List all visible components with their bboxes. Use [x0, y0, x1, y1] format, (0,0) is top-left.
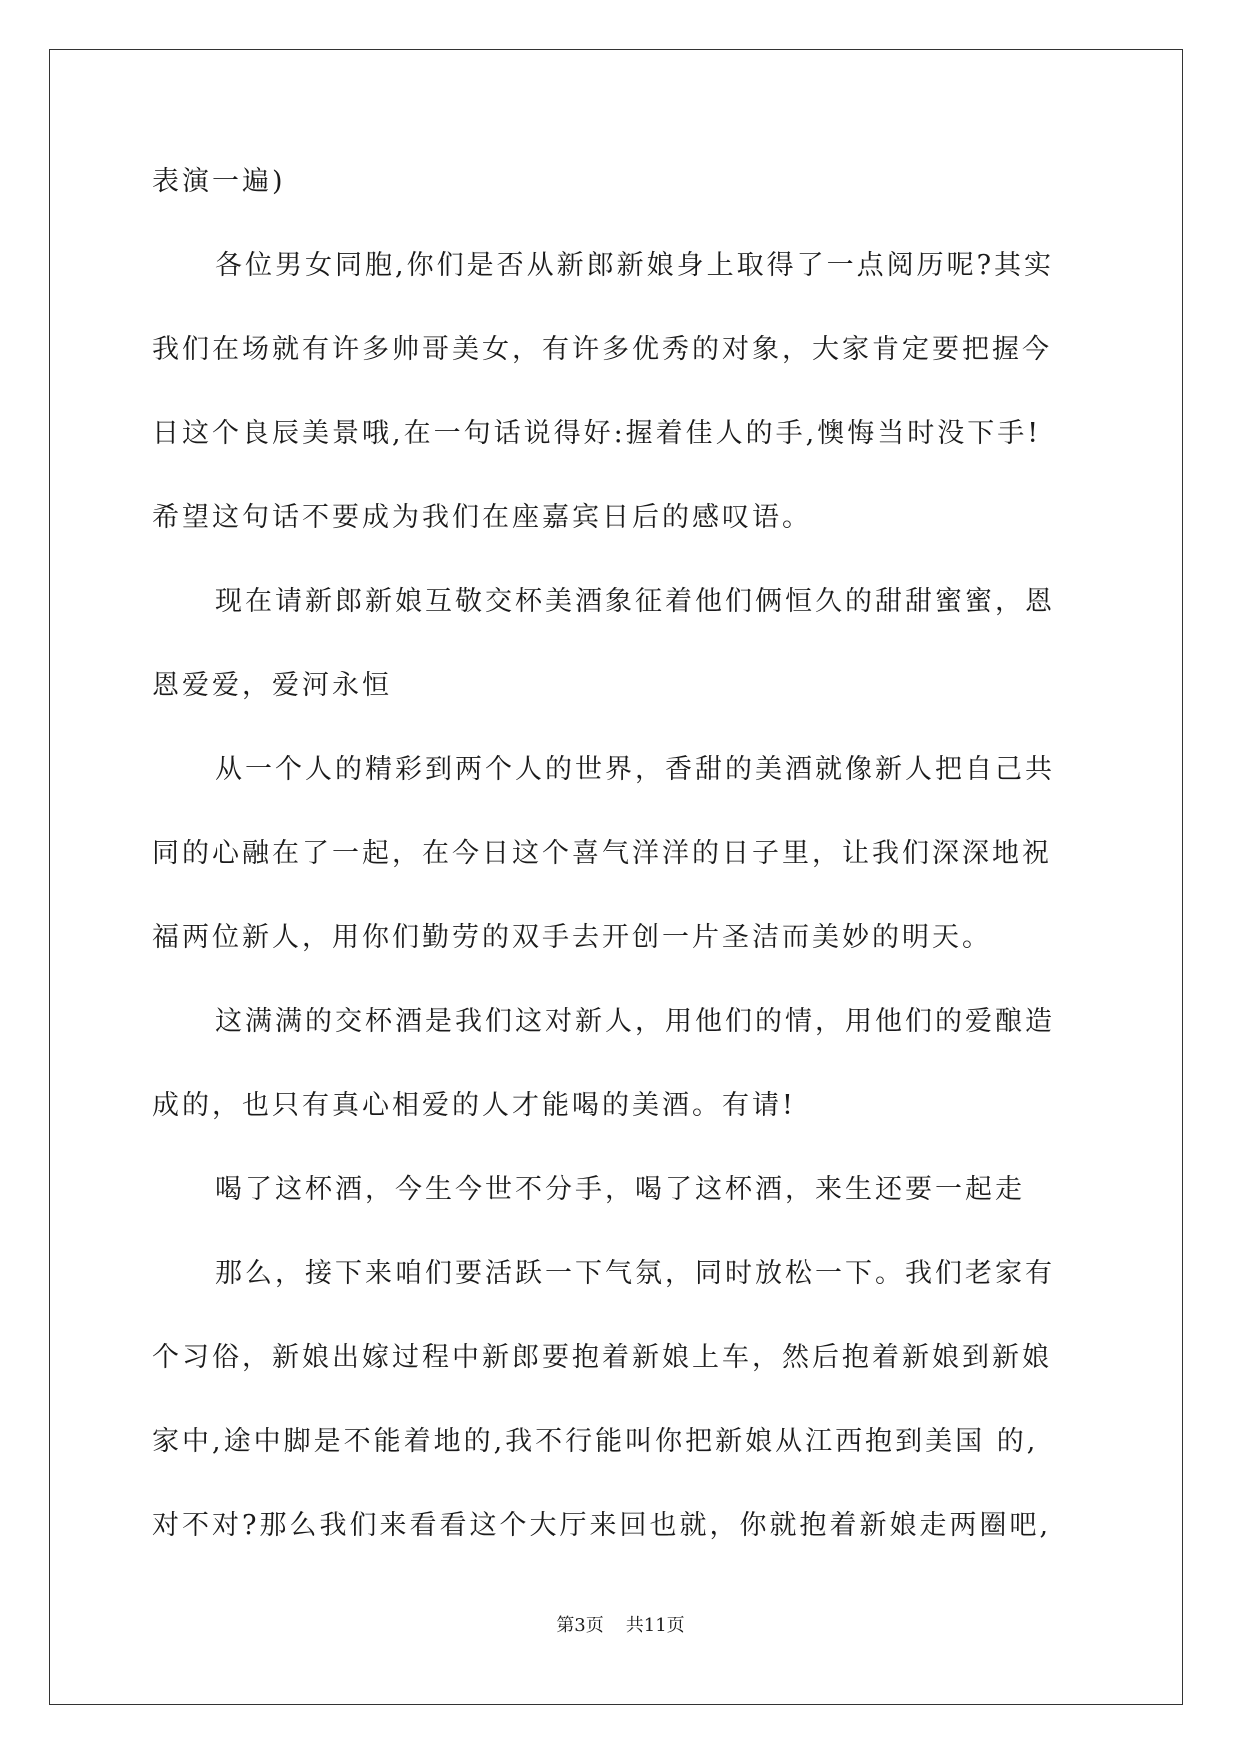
text-line: 同的心融在了一起，在今日这个喜气洋洋的日子里，让我们深深地祝 — [152, 838, 1052, 869]
text-line: 现在请新郎新娘互敬交杯美酒象征着他们俩恒久的甜甜蜜蜜，恩 — [215, 586, 1055, 617]
text-line: 希望这句话不要成为我们在座嘉宾日后的感叹语。 — [152, 502, 812, 533]
text-line: 这满满的交杯酒是我们这对新人，用他们的情，用他们的爱酿造 — [215, 1006, 1055, 1037]
text-line: 那么，接下来咱们要活跃一下气氛，同时放松一下。我们老家有 — [215, 1258, 1055, 1289]
page-total: 共11页 — [625, 1615, 685, 1636]
text-line: 从一个人的精彩到两个人的世界，香甜的美酒就像新人把自己共 — [215, 754, 1055, 785]
text-line: 福两位新人，用你们勤劳的双手去开创一片圣洁而美妙的明天。 — [152, 922, 992, 953]
text-line: 恩爱爱，爱河永恒 — [152, 670, 392, 701]
text-line: 我们在场就有许多帅哥美女，有许多优秀的对象，大家肯定要把握今 — [152, 334, 1052, 365]
page-number: 第3页 — [556, 1615, 604, 1636]
document-body — [152, 163, 1082, 1591]
text-line: 日这个良辰美景哦,在一句话说得好:握着佳人的手,懊悔当时没下手! — [152, 418, 1042, 449]
page-footer — [0, 1611, 1241, 1637]
text-line: 个习俗，新娘出嫁过程中新郎要抱着新娘上车，然后抱着新娘到新娘 — [152, 1342, 1052, 1373]
text-line: 对不对?那么我们来看看这个大厅来回也就，你就抱着新娘走两圈吧, — [152, 1510, 1052, 1541]
text-line: 表演一遍) — [152, 166, 286, 197]
text-line: 喝了这杯酒，今生今世不分手，喝了这杯酒，来生还要一起走 — [215, 1174, 1025, 1205]
text-line: 家中,途中脚是不能着地的,我不行能叫你把新娘从江西抱到美国 的, — [152, 1426, 1039, 1457]
text-line: 各位男女同胞,你们是否从新郎新娘身上取得了一点阅历呢?其实 — [215, 250, 1055, 281]
text-line: 成的，也只有真心相爱的人才能喝的美酒。有请! — [152, 1090, 796, 1121]
